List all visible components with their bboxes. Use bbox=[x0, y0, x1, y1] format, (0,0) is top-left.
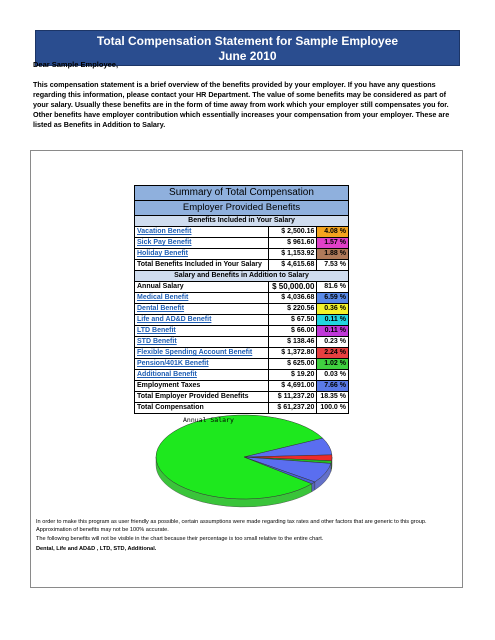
row-label: Annual Salary bbox=[135, 282, 269, 293]
row-percent: 0.36 % bbox=[317, 304, 349, 315]
summary-row bbox=[135, 249, 349, 260]
summary-subtitle: Employer Provided Benefits bbox=[135, 201, 349, 216]
benefit-link[interactable]: LTD Benefit bbox=[137, 327, 176, 334]
row-amount: $ 4,036.68 bbox=[268, 293, 317, 304]
row-percent: 100.0 % bbox=[317, 403, 349, 414]
note-visibility: The following benefits will not be visible in the chart because their percentage is too small relative to the entire chart. bbox=[36, 536, 324, 542]
intro-paragraph: This compensation statement is a brief overview of the benefits provided by your employer. If you have any questions regarding this information, please contact your HR Department. The value of some benefits may be considered as part of your salary. Usually these benefits are in the form of time away from work which your employer still compensates you for. Other benefits have employer contribution which essentially increases your compensation from your employer. These are listed as Benefits in Addition to Salary. bbox=[33, 80, 450, 129]
benefit-link[interactable]: Holiday Benefit bbox=[137, 250, 188, 257]
compensation-pie-chart bbox=[148, 405, 348, 515]
summary-row bbox=[135, 304, 349, 315]
statement-period: June 2010 bbox=[218, 49, 277, 63]
row-amount: $ 2,500.16 bbox=[268, 227, 317, 238]
benefit-label-cell[interactable] bbox=[135, 326, 269, 337]
row-amount: $ 4,615.68 bbox=[268, 260, 317, 271]
benefit-label-cell[interactable] bbox=[135, 293, 269, 304]
summary-row bbox=[135, 359, 349, 370]
row-label: Total Compensation bbox=[135, 403, 269, 414]
row-percent: 1.57 % bbox=[317, 238, 349, 249]
row-amount: $ 220.56 bbox=[268, 304, 317, 315]
row-label: Total Benefits Included in Your Salary bbox=[135, 260, 269, 271]
row-amount: $ 67.50 bbox=[268, 315, 317, 326]
notes bbox=[36, 519, 456, 555]
note-hidden-benefits: Dental, Life and AD&D , LTD, STD, Additional. bbox=[36, 545, 157, 552]
row-amount: $ 61,237.20 bbox=[268, 403, 317, 414]
summary-row bbox=[135, 271, 349, 282]
row-amount: $ 11,237.20 bbox=[268, 392, 317, 403]
row-percent: 2.24 % bbox=[317, 348, 349, 359]
benefit-link[interactable]: Life and AD&D Benefit bbox=[137, 316, 212, 323]
statement-title: Total Compensation Statement for Sample Employee bbox=[96, 34, 399, 48]
greeting: Dear Sample Employee, bbox=[33, 60, 119, 69]
benefit-label-cell[interactable] bbox=[135, 337, 269, 348]
row-percent: 0.11 % bbox=[317, 326, 349, 337]
benefit-link[interactable]: Additional Benefit bbox=[137, 371, 197, 378]
summary-row bbox=[135, 238, 349, 249]
summary-row bbox=[135, 370, 349, 381]
summary-table bbox=[134, 185, 349, 414]
row-amount: $ 961.60 bbox=[268, 238, 317, 249]
row-percent: 0.03 % bbox=[317, 370, 349, 381]
benefit-label-cell[interactable] bbox=[135, 238, 269, 249]
benefit-label-cell[interactable] bbox=[135, 315, 269, 326]
pie-label-annual-salary: Annual Salary bbox=[183, 416, 234, 424]
row-amount: $ 1,153.92 bbox=[268, 249, 317, 260]
row-percent: 0.23 % bbox=[317, 337, 349, 348]
row-percent: 7.53 % bbox=[317, 260, 349, 271]
section-in-addition-to-salary: Salary and Benefits in Addition to Salary bbox=[135, 271, 349, 282]
row-amount: $ 4,691.00 bbox=[268, 381, 317, 392]
benefit-label-cell[interactable] bbox=[135, 370, 269, 381]
row-amount: $ 625.00 bbox=[268, 359, 317, 370]
row-amount: $ 1,372.80 bbox=[268, 348, 317, 359]
benefit-label-cell[interactable] bbox=[135, 359, 269, 370]
section-included-in-salary: Benefits Included in Your Salary bbox=[135, 216, 349, 227]
benefit-link[interactable]: Pension/401K Benefit bbox=[137, 360, 209, 367]
row-amount: $ 138.46 bbox=[268, 337, 317, 348]
summary-row bbox=[135, 293, 349, 304]
benefit-label-cell[interactable] bbox=[135, 348, 269, 359]
benefit-label-cell[interactable] bbox=[135, 227, 269, 238]
summary-row bbox=[135, 348, 349, 359]
summary-row bbox=[135, 227, 349, 238]
benefit-link[interactable]: STD Benefit bbox=[137, 338, 177, 345]
row-percent: 81.6 % bbox=[317, 282, 349, 293]
benefit-link[interactable]: Flexible Spending Account Benefit bbox=[137, 349, 253, 356]
summary-row bbox=[135, 260, 349, 271]
row-amount: $ 50,000.00 bbox=[268, 282, 317, 293]
benefit-link[interactable]: Medical Benefit bbox=[137, 294, 189, 301]
summary-row bbox=[135, 326, 349, 337]
benefit-link[interactable]: Sick Pay Benefit bbox=[137, 239, 192, 246]
summary-row bbox=[135, 282, 349, 293]
note-assumptions: In order to make this program as user friendly as possible, certain assumptions were made regarding tax rates and other factors that are generic to this group. Approximation of benefits may not be 100% accurate. bbox=[36, 519, 427, 533]
benefit-label-cell[interactable] bbox=[135, 304, 269, 315]
summary-row bbox=[135, 392, 349, 403]
row-percent: 7.66 % bbox=[317, 381, 349, 392]
row-percent: 1.88 % bbox=[317, 249, 349, 260]
summary-row bbox=[135, 381, 349, 392]
benefit-label-cell[interactable] bbox=[135, 249, 269, 260]
benefit-link[interactable]: Dental Benefit bbox=[137, 305, 185, 312]
row-percent: 6.59 % bbox=[317, 293, 349, 304]
row-percent: 0.11 % bbox=[317, 315, 349, 326]
row-percent: 1.02 % bbox=[317, 359, 349, 370]
row-amount: $ 19.20 bbox=[268, 370, 317, 381]
row-percent: 4.08 % bbox=[317, 227, 349, 238]
benefit-link[interactable]: Vacation Benefit bbox=[137, 228, 192, 235]
row-label: Employment Taxes bbox=[135, 381, 269, 392]
row-label: Total Employer Provided Benefits bbox=[135, 392, 269, 403]
row-percent: 18.35 % bbox=[317, 392, 349, 403]
summary-title: Summary of Total Compensation bbox=[135, 186, 349, 201]
row-amount: $ 66.00 bbox=[268, 326, 317, 337]
summary-row bbox=[135, 337, 349, 348]
summary-row bbox=[135, 315, 349, 326]
